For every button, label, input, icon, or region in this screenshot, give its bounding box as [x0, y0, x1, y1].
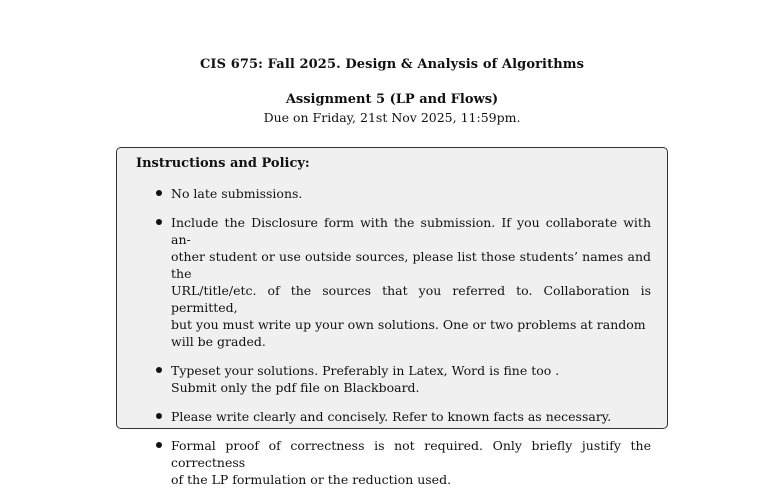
list-item	[117, 185, 669, 202]
assignment-title: Assignment 5 (LP and Flows)	[285, 92, 499, 107]
policy-heading: Instructions and Policy:	[136, 156, 310, 171]
bullet-icon	[156, 367, 162, 373]
policy-list	[117, 185, 669, 500]
instructions-policy-box	[116, 147, 668, 487]
item-text-line: will be graded.	[171, 334, 266, 349]
list-item	[117, 408, 669, 425]
item-text-line: Include the Disclosure form with the submission. If you collaborate with an-	[171, 215, 651, 247]
item-text-line: of the LP formulation or the reduction used.	[171, 472, 452, 487]
item-text-line: URL/title/etc. of the sources that you referred to. Collaboration is permitted,	[171, 283, 651, 315]
item-text-line: Please write clearly and concisely. Refer to known facts as necessary.	[171, 409, 612, 424]
item-text-line: Formal proof of correctness is not required. Only briefly justify the correctness	[171, 438, 651, 470]
list-item	[117, 362, 669, 396]
course-title: CIS 675: Fall 2025. Design & Analysis of Algorithms	[199, 57, 585, 72]
item-text-line: Submit only the pdf file on Blackboard.	[171, 380, 420, 395]
list-item	[117, 214, 669, 350]
item-text-line: Typeset your solutions. Preferably in Latex, Word is fine too .	[171, 363, 560, 378]
bullet-icon	[156, 219, 162, 225]
bullet-icon	[156, 190, 162, 196]
bullet-icon	[156, 413, 162, 419]
due-date: Due on Friday, 21st Nov 2025, 11:59pm.	[263, 110, 521, 125]
list-item	[117, 437, 669, 488]
item-text-line: but you must write up your own solutions. One or two problems at random	[171, 317, 646, 332]
item-text-line: other student or use outside sources, please list those students’ names and the	[171, 249, 651, 281]
item-text-line: No late submissions.	[171, 186, 303, 201]
bullet-icon	[156, 442, 162, 448]
